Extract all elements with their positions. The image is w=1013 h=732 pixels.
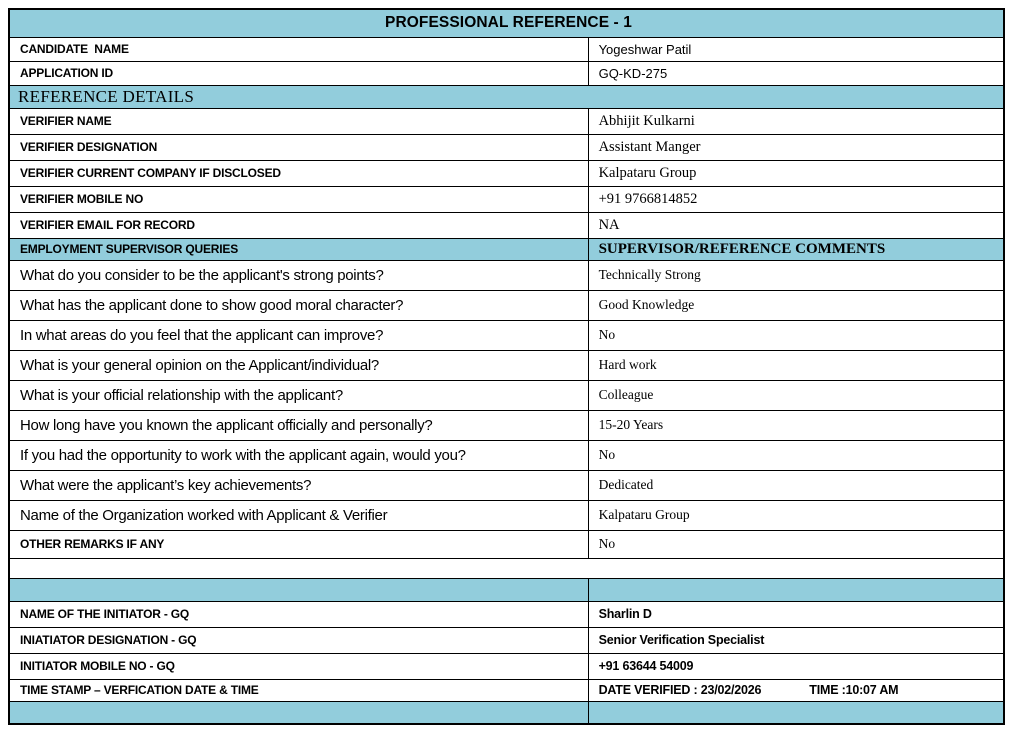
spacer-cell — [9, 558, 1004, 578]
initiator-mobile-label: INITIATOR MOBILE NO - GQ — [9, 653, 588, 679]
question-work-again: If you had the opportunity to work with the applicant again, would you? — [9, 440, 588, 470]
answer-strong-points: Technically Strong — [588, 260, 1004, 290]
answer-known-duration: 15-20 Years — [588, 410, 1004, 440]
table-row — [9, 186, 1004, 212]
candidate-name-value: Yogeshwar Patil — [588, 37, 1004, 61]
table-row — [9, 380, 1004, 410]
table-row — [9, 627, 1004, 653]
verifier-mobile-label: VERIFIER MOBILE NO — [9, 186, 588, 212]
timestamp-label: TIME STAMP – VERFICATION DATE & TIME — [9, 679, 588, 701]
answer-key-achievements: Dedicated — [588, 470, 1004, 500]
verifier-email-label: VERIFIER EMAIL FOR RECORD — [9, 212, 588, 238]
application-id-label: APPLICATION ID — [9, 61, 588, 85]
verifier-company-label: VERIFIER CURRENT COMPANY IF DISCLOSED — [9, 160, 588, 186]
question-known-duration: How long have you known the applicant officially and personally? — [9, 410, 588, 440]
table-row — [9, 160, 1004, 186]
table-row — [9, 653, 1004, 679]
answer-improve: No — [588, 320, 1004, 350]
timestamp-row — [9, 679, 1004, 701]
verifier-designation-value: Assistant Manger — [588, 134, 1004, 160]
date-verified-value: DATE VERIFIED : 23/02/2026 — [598, 683, 762, 697]
verifier-email-value: NA — [588, 212, 1004, 238]
title-row — [9, 9, 1004, 37]
table-row — [9, 470, 1004, 500]
table-row — [9, 500, 1004, 530]
table-row — [9, 290, 1004, 320]
table-row — [9, 350, 1004, 380]
application-id-value: GQ-KD-275 — [588, 61, 1004, 85]
answer-moral-character: Good Knowledge — [588, 290, 1004, 320]
table-row — [9, 212, 1004, 238]
comments-header-label: SUPERVISOR/REFERENCE COMMENTS — [588, 238, 1004, 260]
verifier-company-value: Kalpataru Group — [588, 160, 1004, 186]
verifier-name-value: Abhijit Kulkarni — [588, 108, 1004, 134]
question-relationship: What is your official relationship with the applicant? — [9, 380, 588, 410]
separator-row — [9, 578, 1004, 601]
table-row — [9, 260, 1004, 290]
page-title: PROFESSIONAL REFERENCE - 1 — [9, 9, 1004, 37]
table-row — [9, 320, 1004, 350]
footer-cell-right — [588, 701, 1004, 724]
reference-details-header: REFERENCE DETAILS — [9, 85, 1004, 108]
initiator-designation-value: Senior Verification Specialist — [588, 627, 1004, 653]
other-remarks-label: OTHER REMARKS IF ANY — [9, 530, 588, 558]
candidate-name-label: CANDIDATE NAME — [9, 37, 588, 61]
answer-work-again: No — [588, 440, 1004, 470]
initiator-designation-label: INIATIATOR DESIGNATION - GQ — [9, 627, 588, 653]
queries-header-label: EMPLOYMENT SUPERVISOR QUERIES — [9, 238, 588, 260]
initiator-mobile-value: +91 63644 54009 — [588, 653, 1004, 679]
question-improve: In what areas do you feel that the applicant can improve? — [9, 320, 588, 350]
verifier-designation-label: VERIFIER DESIGNATION — [9, 134, 588, 160]
table-row — [9, 134, 1004, 160]
answer-organization: Kalpataru Group — [588, 500, 1004, 530]
question-general-opinion: What is your general opinion on the Applicant/individual? — [9, 350, 588, 380]
table-row — [9, 61, 1004, 85]
question-moral-character: What has the applicant done to show good moral character? — [9, 290, 588, 320]
answer-general-opinion: Hard work — [588, 350, 1004, 380]
table-row — [9, 530, 1004, 558]
initiator-name-label: NAME OF THE INITIATOR - GQ — [9, 601, 588, 627]
footer-cell-left — [9, 701, 588, 724]
verifier-name-label: VERIFIER NAME — [9, 108, 588, 134]
separator-cell-left — [9, 578, 588, 601]
verifier-mobile-value: +91 9766814852 — [588, 186, 1004, 212]
professional-reference-table — [8, 8, 1005, 725]
separator-cell-right — [588, 578, 1004, 601]
table-row — [9, 601, 1004, 627]
timestamp-value — [588, 679, 1004, 701]
answer-relationship: Colleague — [588, 380, 1004, 410]
other-remarks-value: No — [588, 530, 1004, 558]
queries-header-row — [9, 238, 1004, 260]
section-header-row — [9, 85, 1004, 108]
footer-row — [9, 701, 1004, 724]
question-strong-points: What do you consider to be the applicant's strong points? — [9, 260, 588, 290]
spacer-row — [9, 558, 1004, 578]
time-verified-value: TIME :10:07 AM — [809, 683, 899, 697]
table-row — [9, 410, 1004, 440]
question-key-achievements: What were the applicant’s key achievements? — [9, 470, 588, 500]
question-organization: Name of the Organization worked with Applicant & Verifier — [9, 500, 588, 530]
table-row — [9, 108, 1004, 134]
initiator-name-value: Sharlin D — [588, 601, 1004, 627]
table-row — [9, 37, 1004, 61]
table-row — [9, 440, 1004, 470]
